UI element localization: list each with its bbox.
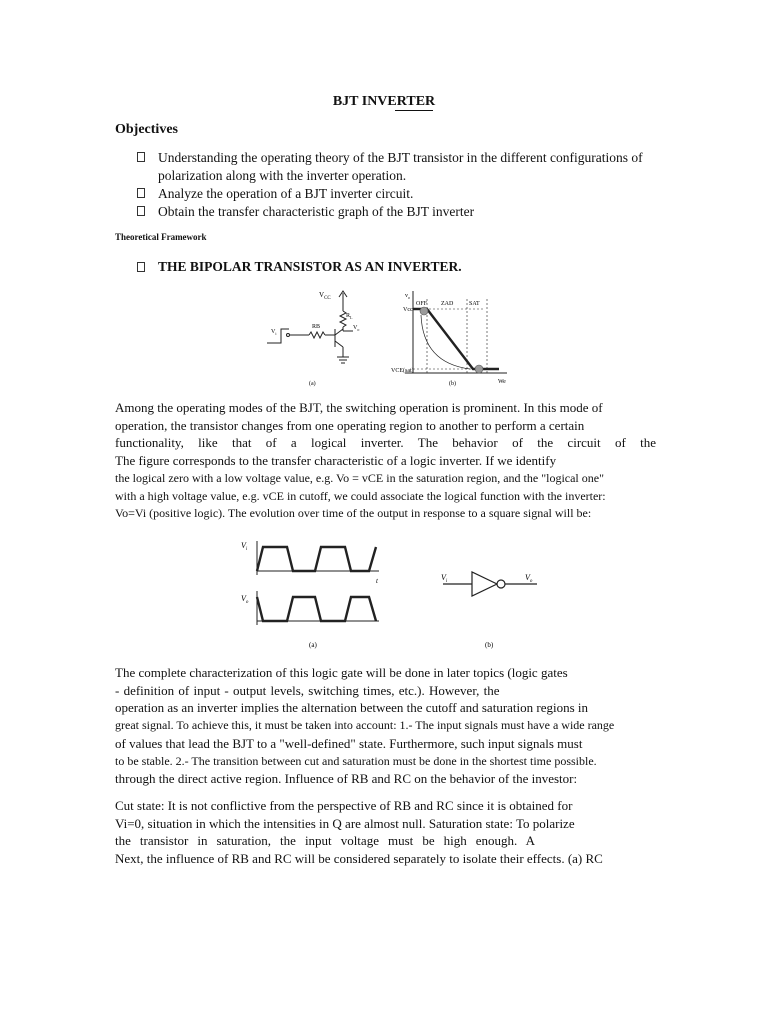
objective-item: Analyze the operation of a BJT inverter circuit. bbox=[115, 185, 675, 203]
gate-output-label: $V_o$ bbox=[525, 573, 533, 584]
x-axis-label: We bbox=[498, 379, 506, 385]
document-title: BJT INVERTER bbox=[332, 94, 436, 109]
figure-waveforms-and-gate bbox=[235, 535, 545, 653]
objective-item: Understanding the operating theory of the BJT transistor in the different configurations of polarization along with the inverter operation. bbox=[115, 149, 675, 185]
paragraph-cut-state: Cut state: It is not conflictive from the perspective of RB and RC since it is obtained for Vi=0, situation in which the intensities in Q are almost null. Saturation state: To polarize the transistor in saturation, the input voltage must be high enough. A Next, the influence of RB and RC will be considered separately to isolate their effects. (a) RC bbox=[115, 798, 603, 867]
vcc-tick-label: Vcc bbox=[403, 307, 413, 313]
vo-waveform-label: $V_o$ bbox=[241, 594, 249, 605]
bullet-box-icon bbox=[137, 152, 145, 162]
theoretical-framework-heading: Theoretical Framework bbox=[115, 232, 207, 242]
vi-waveform-label: $V_i$ bbox=[241, 541, 248, 552]
inverter-gate-symbol bbox=[443, 572, 537, 596]
zad-region-label: ZAD bbox=[441, 301, 454, 307]
time-axis-label: t bbox=[376, 577, 378, 585]
objectives-list bbox=[115, 149, 675, 221]
bullet-box-icon bbox=[137, 262, 145, 272]
caption-b2: (b) bbox=[485, 641, 494, 649]
caption-b: (b) bbox=[449, 381, 456, 387]
figure-inverter-circuit-and-transfer bbox=[255, 285, 515, 393]
rl-label: $R_L$ bbox=[346, 313, 353, 320]
input-waveform bbox=[257, 541, 379, 575]
vcc-label: $V_{CC}$ bbox=[319, 291, 331, 301]
bjt-inverter-circuit bbox=[267, 291, 353, 363]
paragraph-characterization: The complete characterization of this logic gate will be done in later topics (logic gates - definition of input - output levels, switching times, etc.). However, the operation as an inverter implies the alternation between the cutoff and saturation regions in great signal. To achieve this, it must be taken into account: 1.- The input signals must have a wide range of values that lead the BJT to a "well-defined" state. Furthermore, such input signals must to be stable. 2.- The transition between cut and saturation must be done in the shortest time possible. through the direct active region. Influence of RB and RC on the behavior of the investor: bbox=[115, 665, 615, 787]
vi-label: $V_i$ bbox=[271, 329, 277, 336]
gate-input-label: $V_i$ bbox=[441, 573, 448, 584]
section-bullet: THE BIPOLAR TRANSISTOR AS AN INVERTER. bbox=[115, 259, 462, 275]
objective-item: Obtain the transfer characteristic graph of the BJT inverter bbox=[115, 203, 675, 221]
objectives-heading: Objectives bbox=[115, 122, 178, 137]
vo-axis-label: $v_o$ bbox=[405, 293, 410, 300]
vcesat-tick-label: VCE(sat) bbox=[391, 368, 414, 374]
off-region-label: OFF bbox=[416, 301, 428, 307]
paragraph-switching: Among the operating modes of the BJT, the switching operation is prominent. In this mode of operation, the transistor changes from one operating region to another to perform a certain functionality, like that of a logical inverter. The behavior of the circuit of the The figure corresponds to the transfer characteristic of a logic inverter. If we identify the logical zero with a low voltage value, e.g. Vo = vCE in the saturation region, and the "logical one" with a high voltage value, e.g. vCE in cutoff, we could associate the logical function with the inverter: Vo=Vi (positive logic). The evolution over time of the output in response to a square signal will be: bbox=[115, 400, 656, 521]
rb-label: RB bbox=[312, 324, 321, 330]
bullet-box-icon bbox=[137, 206, 145, 216]
vo-label: $V_o$ bbox=[353, 325, 360, 332]
caption-a: (a) bbox=[309, 381, 316, 387]
caption-a2: (a) bbox=[309, 641, 317, 649]
sat-region-label: SAT bbox=[469, 301, 480, 307]
bullet-box-icon bbox=[137, 188, 145, 198]
output-waveform bbox=[257, 591, 379, 625]
